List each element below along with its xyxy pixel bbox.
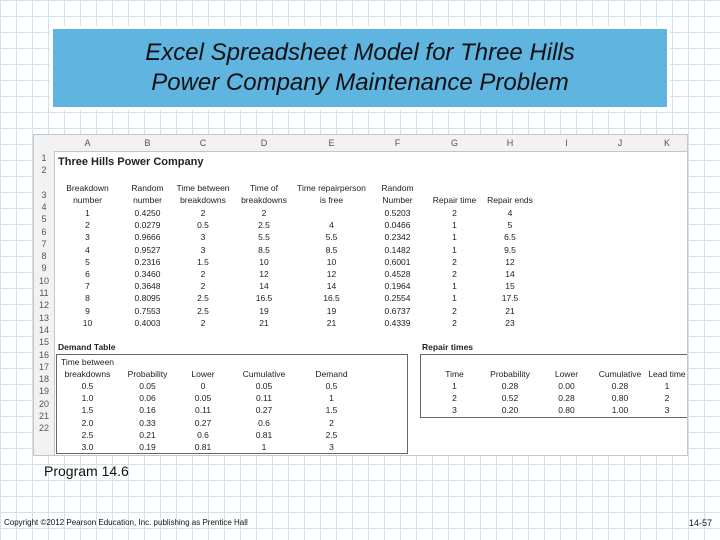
column-header-G[interactable]: G — [450, 138, 458, 148]
sim-cell: 15 — [505, 281, 515, 292]
page-number: 14-57 — [688, 518, 712, 528]
sim-cell: 2 — [200, 269, 206, 279]
sim-cell: 10 — [259, 256, 269, 267]
sim-cell: 17.5 — [501, 293, 519, 304]
row-header-7[interactable]: 7 — [41, 238, 47, 249]
sim-cell: 0.0466 — [384, 220, 411, 231]
sim-cell: 2 — [452, 208, 457, 218]
demand-header-line — [232, 356, 296, 368]
demand-cell: 0.05 — [194, 393, 212, 404]
sim-cell: 12 — [326, 269, 337, 279]
demand-header-line: Lower — [191, 369, 215, 379]
sim-cell: 0.0279 — [134, 220, 161, 231]
row-header-18[interactable]: 18 — [38, 374, 49, 385]
column-header-E[interactable]: E — [328, 138, 335, 148]
sim-cell: 10 — [82, 317, 93, 328]
repair-cell: 0.28 — [611, 381, 629, 391]
sim-header-line: Time repairperson — [297, 183, 366, 193]
sim-cell: 0.3460 — [134, 269, 161, 279]
demand-cell: 0.81 — [194, 442, 212, 452]
sim-cell: 1 — [452, 293, 457, 304]
demand-cell: 2 — [329, 417, 334, 428]
row-header-16[interactable]: 16 — [38, 349, 49, 360]
sim-header-line: Random — [381, 183, 414, 193]
row-header-17[interactable]: 17 — [38, 361, 49, 372]
column-header-bar — [34, 135, 687, 152]
demand-header-line — [121, 356, 174, 368]
sim-header — [367, 182, 428, 206]
demand-header — [232, 356, 296, 380]
sim-cell: 0.4250 — [134, 208, 161, 218]
slide-title-line-1: Excel Spreadsheet Model for Three Hills — [145, 39, 575, 66]
sim-cell: 1 — [452, 281, 457, 292]
row-header-15[interactable]: 15 — [38, 337, 49, 348]
sim-cell: 5 — [507, 220, 513, 231]
demand-header — [174, 356, 232, 380]
sim-cell: 0.9666 — [134, 232, 161, 243]
row-header-14[interactable]: 14 — [38, 324, 49, 335]
demand-cell: 0.06 — [139, 393, 156, 404]
repair-header: Cumulative — [598, 369, 642, 379]
demand-header-line: Demand — [315, 369, 348, 379]
sim-header-line: Time between — [176, 183, 230, 193]
sim-header — [481, 182, 539, 206]
sim-cell: 0.5 — [197, 220, 209, 231]
sim-cell: 0.4003 — [134, 317, 161, 328]
sim-header-line: breakdowns — [180, 195, 226, 205]
sim-cell: 6.5 — [504, 232, 516, 243]
sim-header-line: number — [73, 195, 102, 205]
demand-header-line: Cumulative — [242, 369, 286, 379]
slide-title — [53, 29, 667, 107]
repair-cell: 0.20 — [501, 405, 519, 416]
demand-cell: 0.6 — [197, 429, 209, 440]
repair-cell: 0.28 — [501, 381, 519, 391]
demand-cell: 3 — [329, 442, 334, 452]
sim-cell: 0.9527 — [134, 244, 161, 255]
row-header-13[interactable]: 13 — [38, 312, 49, 323]
sim-cell: 14 — [326, 281, 337, 292]
repair-cell: 2 — [452, 393, 457, 404]
sim-cell: 5.5 — [325, 232, 338, 243]
sim-cell: 0.2316 — [134, 256, 161, 267]
sim-cell: 14 — [259, 281, 269, 292]
demand-cell: 1 — [261, 442, 267, 452]
column-header-F[interactable]: F — [394, 138, 401, 148]
row-header-12[interactable]: 12 — [38, 300, 49, 311]
sim-header-line: is free — [319, 195, 344, 205]
demand-cell: 2.5 — [81, 429, 94, 440]
sim-header-line: Repair time — [432, 195, 477, 205]
row-header-3[interactable]: 3 — [41, 189, 47, 200]
demand-cell: 0.11 — [256, 393, 272, 404]
repair-cell: 0.80 — [558, 405, 575, 416]
repair-cell: 3 — [452, 405, 457, 416]
row-header-22[interactable]: 22 — [38, 423, 49, 434]
repair-cell: 0.28 — [558, 393, 575, 404]
sim-cell: 23 — [505, 317, 515, 328]
demand-header-line: Time between — [60, 357, 115, 367]
demand-cell: 0.05 — [255, 381, 273, 391]
row-header-8[interactable]: 8 — [41, 251, 47, 262]
sim-cell: 1.5 — [197, 256, 209, 267]
row-header-10[interactable]: 10 — [38, 275, 49, 286]
row-header-9[interactable]: 9 — [41, 263, 47, 274]
column-header-D[interactable]: D — [260, 138, 268, 148]
slide-title-line-2: Power Company Maintenance Problem — [151, 69, 569, 96]
demand-table-label: Demand Table — [58, 342, 116, 352]
row-header-5[interactable]: 5 — [41, 214, 47, 225]
demand-cell: 0.11 — [195, 405, 211, 416]
sim-cell: 2.5 — [197, 305, 209, 316]
repair-header: Lower — [554, 369, 579, 379]
row-header-bar — [34, 151, 55, 456]
column-header-I[interactable]: I — [565, 138, 568, 148]
row-header-4[interactable]: 4 — [41, 201, 47, 212]
sim-cell: 8 — [85, 293, 90, 304]
sim-header-line: breakdowns — [241, 195, 287, 205]
repair-cell: 0.00 — [558, 381, 575, 391]
sim-cell: 14 — [505, 269, 515, 279]
sim-header-line: Breakdown — [66, 183, 109, 193]
demand-cell: 0.5 — [325, 381, 338, 391]
sim-cell: 1 — [452, 232, 457, 243]
repair-cell: 1 — [664, 381, 670, 391]
row-header-21[interactable]: 21 — [38, 411, 49, 421]
sim-header-line: number — [133, 195, 162, 205]
sim-cell: 0.4339 — [384, 317, 411, 328]
demand-header-line: Probability — [127, 369, 168, 379]
sim-cell: 3 — [200, 232, 206, 243]
sim-cell: 21 — [326, 317, 337, 328]
program-caption: Program 14.6 — [44, 463, 129, 479]
demand-cell: 0.27 — [194, 417, 212, 428]
sim-cell: 8.5 — [258, 244, 270, 255]
sim-cell: 2.5 — [197, 293, 209, 304]
sim-cell: 0.2342 — [384, 232, 411, 243]
repair-cell: 1.00 — [611, 405, 629, 416]
demand-cell: 0.81 — [255, 429, 273, 440]
sim-cell: 10 — [326, 256, 337, 267]
demand-cell: 0.05 — [139, 381, 156, 391]
row-header-1[interactable]: 1 — [41, 153, 47, 163]
demand-cell: 0.21 — [139, 429, 156, 440]
repair-cell: 2 — [664, 393, 670, 404]
sim-cell: 19 — [326, 305, 337, 316]
row-header-2[interactable]: 2 — [41, 165, 47, 176]
sim-cell: 2 — [452, 269, 457, 279]
row-header-20[interactable]: 20 — [38, 398, 49, 409]
repair-cell: 3 — [664, 405, 670, 416]
sim-cell: 5.5 — [258, 232, 270, 243]
sim-cell: 0.6001 — [384, 256, 411, 267]
demand-header — [54, 356, 121, 380]
demand-cell: 0.27 — [255, 405, 273, 416]
demand-header-line — [296, 356, 367, 368]
demand-cell: 2.5 — [325, 429, 338, 440]
demand-header-line: breakdowns — [64, 369, 111, 379]
slide-title-box — [50, 26, 670, 110]
repair-header: Probability — [490, 369, 530, 379]
sim-header-line: Time of — [249, 183, 279, 193]
demand-cell: 1.5 — [81, 405, 94, 416]
sim-header — [428, 182, 481, 206]
column-header-H[interactable]: H — [506, 138, 514, 148]
sim-cell: 0.3648 — [134, 281, 161, 292]
sim-cell: 5 — [85, 256, 90, 267]
sim-cell: 2 — [452, 317, 457, 328]
sim-cell: 2 — [452, 256, 457, 267]
demand-cell: 1.5 — [325, 405, 338, 416]
sim-header — [174, 182, 232, 206]
sim-cell: 2.5 — [258, 220, 270, 231]
sim-cell: 4 — [85, 244, 90, 255]
demand-cell: 0.6 — [258, 417, 270, 428]
row-header-6[interactable]: 6 — [41, 226, 47, 237]
sim-cell: 12 — [505, 256, 515, 267]
sim-header — [232, 182, 296, 206]
sim-cell: 0.1482 — [384, 244, 411, 255]
demand-cell: 2.0 — [81, 417, 94, 428]
sim-cell: 3 — [200, 244, 206, 255]
sim-header — [121, 182, 174, 206]
sim-cell: 21 — [505, 305, 515, 316]
sheet-title: Three Hills Power Company — [58, 156, 204, 168]
sim-cell: 9 — [85, 305, 90, 316]
sim-cell: 0.1964 — [384, 281, 411, 292]
column-header-J[interactable]: J — [617, 138, 623, 148]
sim-cell: 2 — [261, 208, 267, 218]
sim-header — [54, 182, 121, 206]
demand-cell: 0 — [200, 381, 206, 391]
sim-cell: 4 — [507, 208, 513, 218]
sim-cell: 1 — [452, 220, 457, 231]
repair-cell: 0.52 — [501, 393, 519, 404]
sim-cell: 0.2554 — [384, 293, 411, 304]
sim-cell: 21 — [259, 317, 269, 328]
sim-cell: 7 — [85, 281, 90, 292]
row-header-11[interactable]: 11 — [39, 288, 49, 298]
sim-cell: 16.5 — [255, 293, 273, 304]
sim-header-line: Number — [382, 195, 413, 205]
sim-cell: 16.5 — [323, 293, 340, 304]
sim-cell: 1 — [85, 208, 90, 218]
demand-cell: 1.0 — [81, 393, 94, 404]
column-header-A[interactable]: A — [84, 138, 91, 148]
sim-cell: 0.7553 — [134, 305, 161, 316]
sim-header — [296, 182, 367, 206]
sim-cell: 0.5203 — [384, 208, 411, 218]
demand-cell: 3.0 — [81, 442, 94, 452]
sim-header-line — [481, 182, 539, 194]
demand-cell: 0.33 — [139, 417, 156, 428]
demand-cell: 0.16 — [139, 405, 156, 416]
sim-cell: 9.5 — [504, 244, 516, 255]
demand-header — [296, 356, 367, 380]
row-header-19[interactable]: 19 — [38, 386, 49, 397]
sim-cell: 0.8095 — [134, 293, 161, 304]
column-header-C[interactable]: C — [199, 138, 207, 148]
sim-header-line: Random — [131, 183, 164, 193]
demand-cell: 0.5 — [81, 381, 94, 391]
sim-cell: 2 — [452, 305, 457, 316]
sim-cell: 12 — [259, 269, 269, 279]
sim-cell: 19 — [259, 305, 269, 316]
repair-cell: 0.80 — [611, 393, 629, 404]
copyright-footer: Copyright ©2012 Pearson Education, Inc. publishing as Prentice Hall — [4, 518, 248, 527]
spreadsheet[interactable] — [33, 134, 688, 456]
demand-header — [121, 356, 174, 380]
sim-cell: 8.5 — [325, 244, 338, 255]
sim-cell: 0.6737 — [384, 305, 411, 316]
demand-cell: 0.19 — [139, 442, 156, 452]
sim-cell: 2 — [85, 220, 90, 231]
column-header-K[interactable]: K — [663, 138, 670, 148]
sim-cell: 2 — [200, 208, 206, 218]
repair-header: Time — [445, 369, 464, 379]
sim-cell: 2 — [200, 281, 206, 292]
sim-header-line: Repair ends — [487, 195, 533, 205]
sim-header-line — [428, 182, 481, 194]
sim-cell: 2 — [200, 317, 206, 328]
demand-header-line — [174, 356, 232, 368]
sim-cell: 4 — [329, 220, 334, 231]
sim-cell: 6 — [85, 269, 90, 279]
repair-cell: 1 — [452, 381, 457, 391]
demand-cell: 1 — [329, 393, 334, 404]
repair-header: Lead time — [648, 369, 686, 379]
sim-cell: 1 — [452, 244, 457, 255]
column-header-B[interactable]: B — [144, 138, 151, 148]
sim-cell: 3 — [85, 232, 90, 243]
repair-table-label: Repair times — [422, 342, 474, 352]
sim-cell: 0.4528 — [384, 269, 411, 279]
